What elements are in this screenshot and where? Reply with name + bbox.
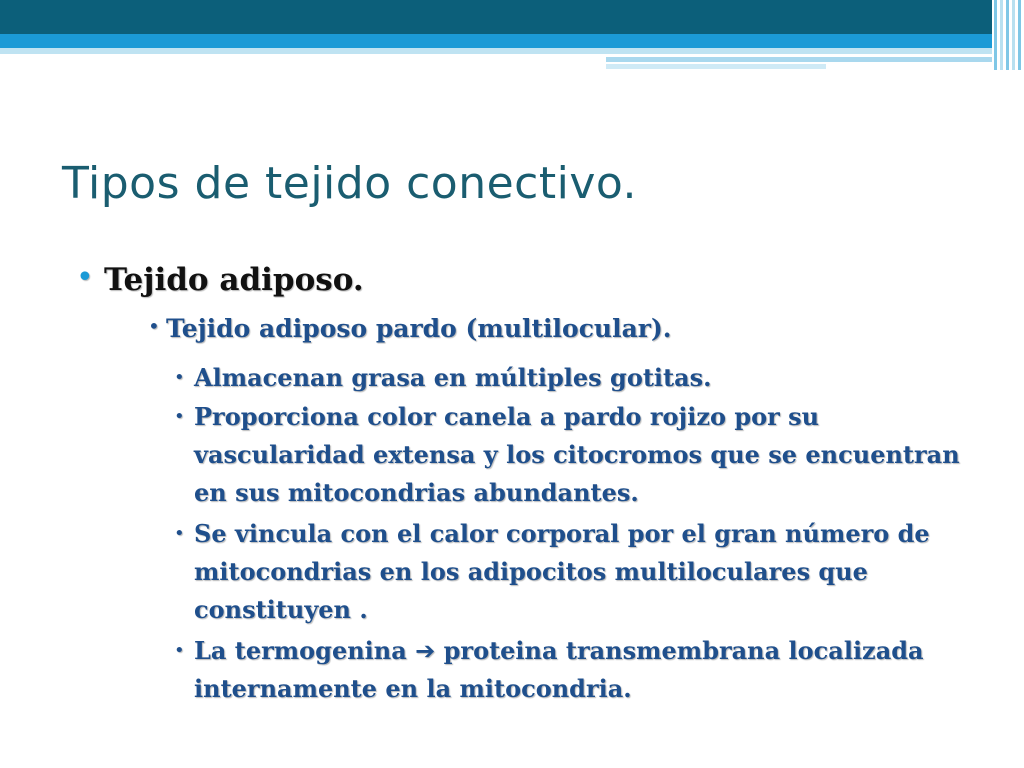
heading-text: Tejido adiposo. <box>104 262 364 298</box>
bullet-subheading <box>148 314 672 343</box>
banner-light-band <box>0 48 992 54</box>
banner-accent-line <box>606 64 826 69</box>
bullet-point <box>174 515 964 629</box>
banner-dark-band <box>0 0 992 34</box>
bullet-dot-icon: • <box>148 314 160 338</box>
subheading-text: Tejido adiposo pardo (multilocular). <box>166 314 672 343</box>
banner-accent-line <box>606 57 992 62</box>
bullet-point <box>174 398 964 512</box>
bullet-dot-icon: • <box>174 523 185 544</box>
banner-vertical-line <box>1000 0 1003 70</box>
banner-vertical-line <box>1018 0 1021 70</box>
point-text-before: La termogenina <box>194 636 407 665</box>
banner-vertical-line <box>994 0 997 70</box>
bullet-point <box>174 359 964 397</box>
bullet-dot-icon: • <box>174 640 185 661</box>
top-banner <box>0 0 1024 80</box>
banner-cyan-band <box>0 34 992 48</box>
point-text: Se vincula con el calor corporal por el gran número de mitocondrias en los adipocitos multiloculares que constituyen . <box>194 519 930 624</box>
banner-vertical-line <box>1012 0 1015 70</box>
point-text-after: proteina transmembrana localizada internamente en la mitocondria. <box>194 636 924 703</box>
bullet-dot-icon: • <box>174 406 185 427</box>
right-arrow-icon: ➔ <box>415 637 436 665</box>
slide-title: Tipos de tejido conectivo. <box>62 158 638 209</box>
point-text: Proporciona color canela a pardo rojizo por su vascularidad extensa y los citocromos que se encuentran en sus mitocondrias abundantes. <box>194 402 960 507</box>
bullet-dot-icon: • <box>76 260 94 295</box>
point-text: Almacenan grasa en múltiples gotitas. <box>194 363 712 392</box>
banner-vertical-line <box>1006 0 1009 70</box>
bullet-dot-icon: • <box>174 367 185 388</box>
bullet-heading <box>76 260 364 298</box>
bullet-point <box>174 632 964 708</box>
